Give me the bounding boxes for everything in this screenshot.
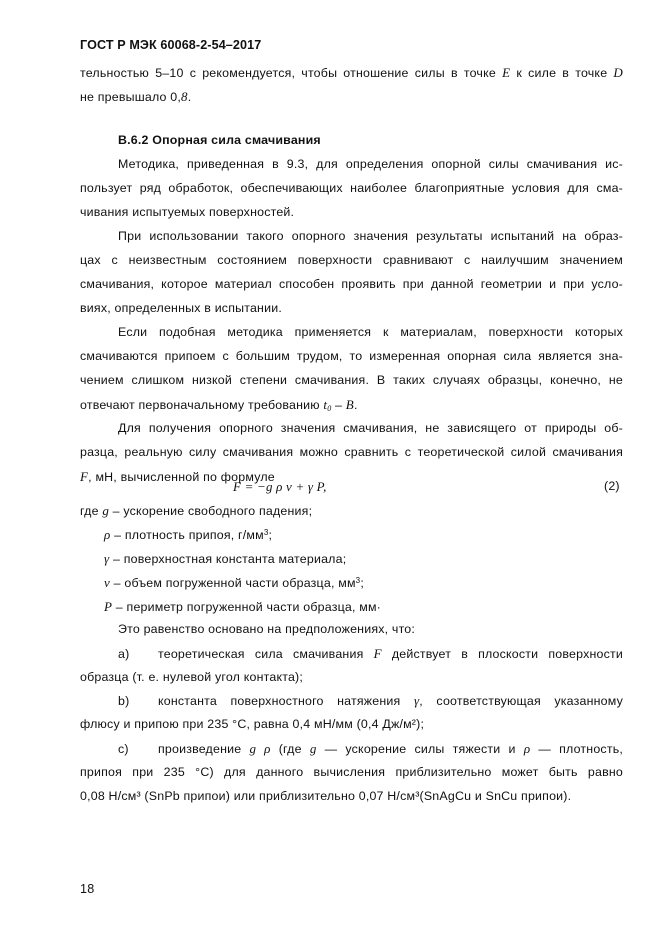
- section-title: В.6.2 Опорная сила смачивания: [118, 133, 321, 147]
- where-text: – объем погруженной части образца, мм: [109, 576, 356, 590]
- p2-line-2: цах с неизвестным состоянием поверхности сравнивают с наилучшим значением: [80, 253, 623, 267]
- item-c-letter: c): [118, 742, 129, 756]
- p-symbol: P: [104, 599, 113, 614]
- p4-line-3: [80, 469, 623, 485]
- g-symbol: g: [249, 741, 257, 756]
- item-b-text: константа поверхностного натяжения: [158, 694, 414, 708]
- wetting-force-formula: F = −g ρ v + γ P,: [233, 479, 327, 494]
- point-b-symbol: B: [345, 397, 354, 412]
- force-f-symbol: F: [373, 646, 382, 661]
- intro-line-1: [80, 65, 623, 81]
- point-e-symbol: E: [502, 65, 511, 80]
- where-v: [104, 575, 647, 591]
- ratio-value: 8: [181, 89, 188, 104]
- where-text: ;: [360, 576, 364, 590]
- p2-line-1: При использовании такого опорного значения результаты испытаний на образ-: [118, 229, 623, 243]
- p2-line-3: смачивания, которое материал способен проявить при данной геометрии и при усло-: [80, 277, 623, 291]
- p1-line-1: Методика, приведенная в 9.3, для определения опорной силы смачивания ис-: [118, 157, 623, 171]
- where-g: [80, 503, 623, 519]
- item-b-line-1: [118, 693, 623, 709]
- rho-symbol: ρ: [104, 527, 111, 542]
- g-symbol: g: [309, 741, 317, 756]
- item-a-line-1: [118, 646, 623, 662]
- gamma-symbol: γ: [104, 551, 110, 566]
- item-c-text: (где: [270, 742, 310, 756]
- p4-line-2: разца, реальную силу смачивания можно сравнить с теоретической силой смачивания: [80, 445, 623, 459]
- t-letter: t: [323, 397, 328, 412]
- intro-text: к силе в точке: [510, 66, 614, 80]
- where-prefix: где: [80, 504, 103, 518]
- item-b-line-2: флюсу и припою при 235 °С, равна 0,4 мН/мм (0,4 Дж/м²);: [80, 717, 425, 731]
- gamma-symbol: γ: [413, 693, 420, 708]
- v-symbol: v: [104, 575, 110, 590]
- p4-line-1: Для получения опорного значения смачивания, не зависящего от природы об-: [118, 421, 623, 435]
- p3-text: .: [353, 398, 358, 412]
- item-c-text: — ускорение силы тяжести и: [316, 742, 524, 756]
- where-text: – ускорение свободного падения;: [109, 504, 313, 518]
- rho-symbol: ρ: [256, 741, 271, 756]
- where-p: [104, 599, 647, 615]
- item-a-text: действует в плоскости поверхности: [381, 647, 623, 661]
- where-text: – плотность припоя, г/мм: [110, 528, 264, 542]
- force-f-symbol: F: [80, 469, 89, 484]
- p1-line-2: пользует ряд обработок, обеспечивающих наиболее благоприятные условия для сма-: [80, 181, 623, 195]
- intro-line-2: [80, 89, 623, 105]
- item-b-text: , соответствующая указанному: [419, 694, 624, 708]
- item-a-letter: a): [118, 647, 130, 661]
- item-c-line-3: 0,08 Н/см³ (SnPb припои) или приблизительно 0,07 Н/см³(SnAgCu и SnCu припои).: [80, 789, 572, 803]
- intro-text: .: [187, 90, 192, 104]
- item-c-text: — плотность,: [530, 742, 623, 756]
- point-d-symbol: D: [613, 65, 624, 80]
- p3-text: отвечают первоначальному требованию: [80, 398, 324, 412]
- p3-text: –: [331, 398, 346, 412]
- p3-line-2: смачиваются припоем с большим трудом, то измеренная опорная сила является зна-: [80, 349, 623, 363]
- intro-text: не превышало 0,: [80, 90, 182, 104]
- p4-text: , мН, вычисленной по формуле: [88, 470, 275, 484]
- where-text: – периметр погруженной части образца, мм·: [112, 600, 382, 614]
- page-number: 18: [80, 882, 95, 896]
- item-a-text: теоретическая сила смачивания: [158, 647, 374, 661]
- document-header: ГОСТ Р МЭК 60068-2-54–2017: [80, 38, 262, 52]
- formula-number: (2): [604, 479, 620, 493]
- intro-text: тельностью 5–10 с рекомендуется, чтобы отношение силы в точке: [80, 66, 503, 80]
- t-subscript: 0: [327, 404, 332, 413]
- g-symbol: g: [102, 503, 110, 518]
- rho-superscript: 3: [263, 528, 269, 537]
- item-b-letter: b): [118, 694, 130, 708]
- rho-symbol: ρ: [523, 741, 531, 756]
- item-c-line-1: [118, 741, 623, 757]
- p2-line-4: виях, определенных в испытании.: [80, 301, 282, 315]
- p3-line-1: Если подобная методика применяется к материалам, поверхности которых: [118, 325, 623, 339]
- item-a-line-2: образца (т. е. нулевой угол контакта);: [80, 670, 304, 684]
- assumption-intro: Это равенство основано на предположениях, что:: [118, 622, 416, 636]
- v-superscript: 3: [355, 576, 361, 585]
- where-text: ;: [268, 528, 273, 542]
- item-c-text: произведение: [158, 742, 250, 756]
- where-gamma: [104, 551, 647, 567]
- p3-line-3: чением слишком низкой степени смачивания. В таких случаях образцы, конечно, не: [80, 373, 623, 387]
- where-rho: [104, 527, 647, 543]
- where-text: – поверхностная константа материала;: [109, 552, 347, 566]
- p3-line-4: [80, 397, 623, 413]
- p1-line-3: чивания испытуемых поверхностей.: [80, 205, 295, 219]
- item-c-line-2: припоя при 235 °С) для данного вычисления приблизительно может быть равно: [80, 765, 623, 779]
